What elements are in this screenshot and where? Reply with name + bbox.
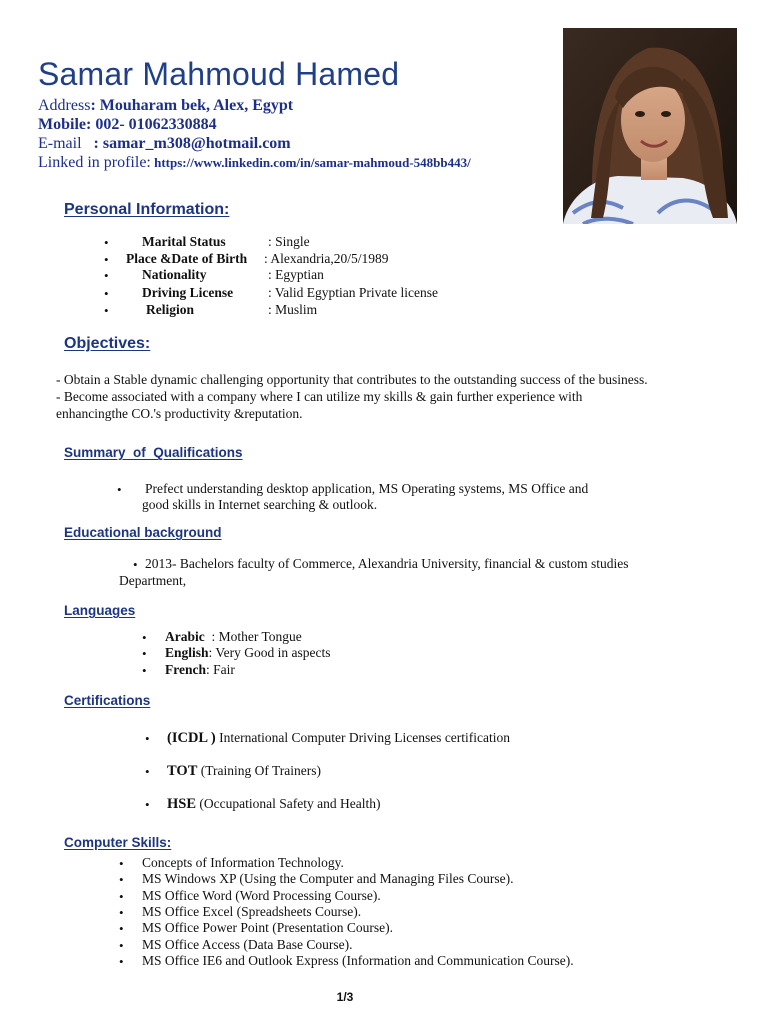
certification-name: TOT <box>167 763 198 779</box>
email-line <box>38 135 291 153</box>
personal-item-label: Religion <box>146 302 195 317</box>
personal-item-label: Nationality <box>142 267 207 282</box>
address-value: : Mouharam bek, Alex, Egypt <box>90 97 294 114</box>
personal-item-label: Marital Status <box>142 234 226 249</box>
education-line-2: Department, <box>119 573 187 588</box>
certifications-heading: Certifications <box>64 693 151 708</box>
objective-line-1: - Obtain a Stable dynamic challenging opportunity that contributes to the outstanding success of the business. <box>56 372 648 387</box>
bullet-dot-icon: • <box>145 764 150 779</box>
objective-line-2: - Become associated with a company where I can utilize my skills & gain further experience with <box>56 389 583 404</box>
language-item <box>165 662 235 678</box>
linkedin-url[interactable]: https://www.linkedin.com/in/samar-mahmoud-548bb443/ <box>150 155 471 170</box>
mobile-line <box>38 116 217 134</box>
linkedin-line <box>38 154 471 172</box>
bullet-dot-icon: • <box>104 235 109 250</box>
bullet-dot-icon: • <box>119 921 124 937</box>
education-heading: Educational background <box>64 525 222 540</box>
language-name: English <box>165 645 209 660</box>
bullet-dot-icon: • <box>119 937 124 953</box>
certification-name: (ICDL ) <box>167 730 216 746</box>
bullet-dot-icon: • <box>133 557 138 572</box>
personal-item-label: Place &Date of Birth <box>126 251 248 266</box>
certification-item <box>167 730 510 747</box>
bullet-dot-icon: • <box>145 731 150 746</box>
personal-item-value: : Muslim <box>268 302 318 317</box>
address-label: Address <box>38 97 91 114</box>
bullet-dot-icon: • <box>104 268 109 283</box>
language-name: Arabic <box>165 629 205 644</box>
bullet-dot-icon: • <box>119 953 124 969</box>
certification-item <box>167 763 321 780</box>
objective-line-3: enhancingthe CO.'s productivity &reputation. <box>56 406 303 421</box>
language-level: : Very Good in aspects <box>208 645 331 660</box>
computer-skill-item: MS Office Access (Data Base Course). <box>142 936 353 952</box>
computer-skill-item: MS Office Word (Word Processing Course). <box>142 887 381 903</box>
bullet-dot-icon: • <box>117 482 122 497</box>
bullet-dot-icon: • <box>119 888 124 904</box>
mobile-value: 002- 01062330884 <box>91 116 217 133</box>
computer-skill-item: MS Windows XP (Using the Computer and Managing Files Course). <box>142 871 514 887</box>
email-value: : samar_m308@hotmail.com <box>81 135 291 152</box>
profile-photo <box>563 28 737 224</box>
personal-info-heading: Personal Information: <box>64 201 230 218</box>
bullet-dot-icon: • <box>142 646 147 661</box>
certification-desc: (Training Of Trainers) <box>197 763 321 778</box>
bullet-dot-icon: • <box>104 252 109 267</box>
computer-skills-heading: Computer Skills: <box>64 835 172 850</box>
address-line <box>38 97 293 115</box>
linkedin-label: Linked in profile: <box>38 154 151 171</box>
email-label: E-mail <box>38 135 82 152</box>
page-number: 1/3 <box>336 990 354 1004</box>
qualification-line-1: Prefect understanding desktop application, MS Operating systems, MS Office and <box>145 481 589 496</box>
personal-item-value: : Valid Egyptian Private license <box>268 285 438 300</box>
bullet-dot-icon: • <box>145 797 150 812</box>
certification-name: HSE <box>167 796 197 812</box>
language-item <box>165 629 302 645</box>
bullet-dot-icon: • <box>142 663 147 678</box>
bullet-dot-icon: • <box>119 904 124 920</box>
language-level: : Mother Tongue <box>204 629 302 644</box>
personal-item-label: Driving License <box>142 285 234 300</box>
computer-skill-item: MS Office Excel (Spreadsheets Course). <box>142 903 362 919</box>
certification-item <box>167 796 380 813</box>
certification-desc: (Occupational Safety and Health) <box>196 796 381 811</box>
objectives-heading: Objectives: <box>64 335 151 352</box>
computer-skill-item: MS Office IE6 and Outlook Express (Information and Communication Course). <box>142 952 574 968</box>
bullet-dot-icon: • <box>104 303 109 318</box>
personal-item-value: : Single <box>268 234 310 249</box>
candidate-name: Samar Mahmoud Hamed <box>38 56 400 92</box>
bullet-dot-icon: • <box>104 286 109 301</box>
qualification-line-2: good skills in Internet searching & outlook. <box>142 497 378 512</box>
computer-skill-item: Concepts of Information Technology. <box>142 855 344 870</box>
qualifications-heading: Summary of Qualifications <box>64 445 243 460</box>
bullet-dot-icon: • <box>142 630 147 645</box>
personal-item-value: : Alexandria,20/5/1989 <box>264 251 389 266</box>
bullet-dot-icon: • <box>119 856 124 871</box>
computer-skill-item: MS Office Power Point (Presentation Course). <box>142 920 393 936</box>
education-line-1: 2013- Bachelors faculty of Commerce, Alexandria University, financial & custom studies <box>145 556 629 571</box>
certification-desc: International Computer Driving Licenses certification <box>215 730 511 745</box>
language-name: French <box>165 662 206 677</box>
languages-heading: Languages <box>64 603 136 618</box>
bullet-dot-icon: • <box>119 872 124 888</box>
mobile-label: Mobile: <box>38 116 92 133</box>
personal-item-value: : Egyptian <box>268 267 324 282</box>
language-item <box>165 645 331 661</box>
language-level: : Fair <box>206 662 235 677</box>
